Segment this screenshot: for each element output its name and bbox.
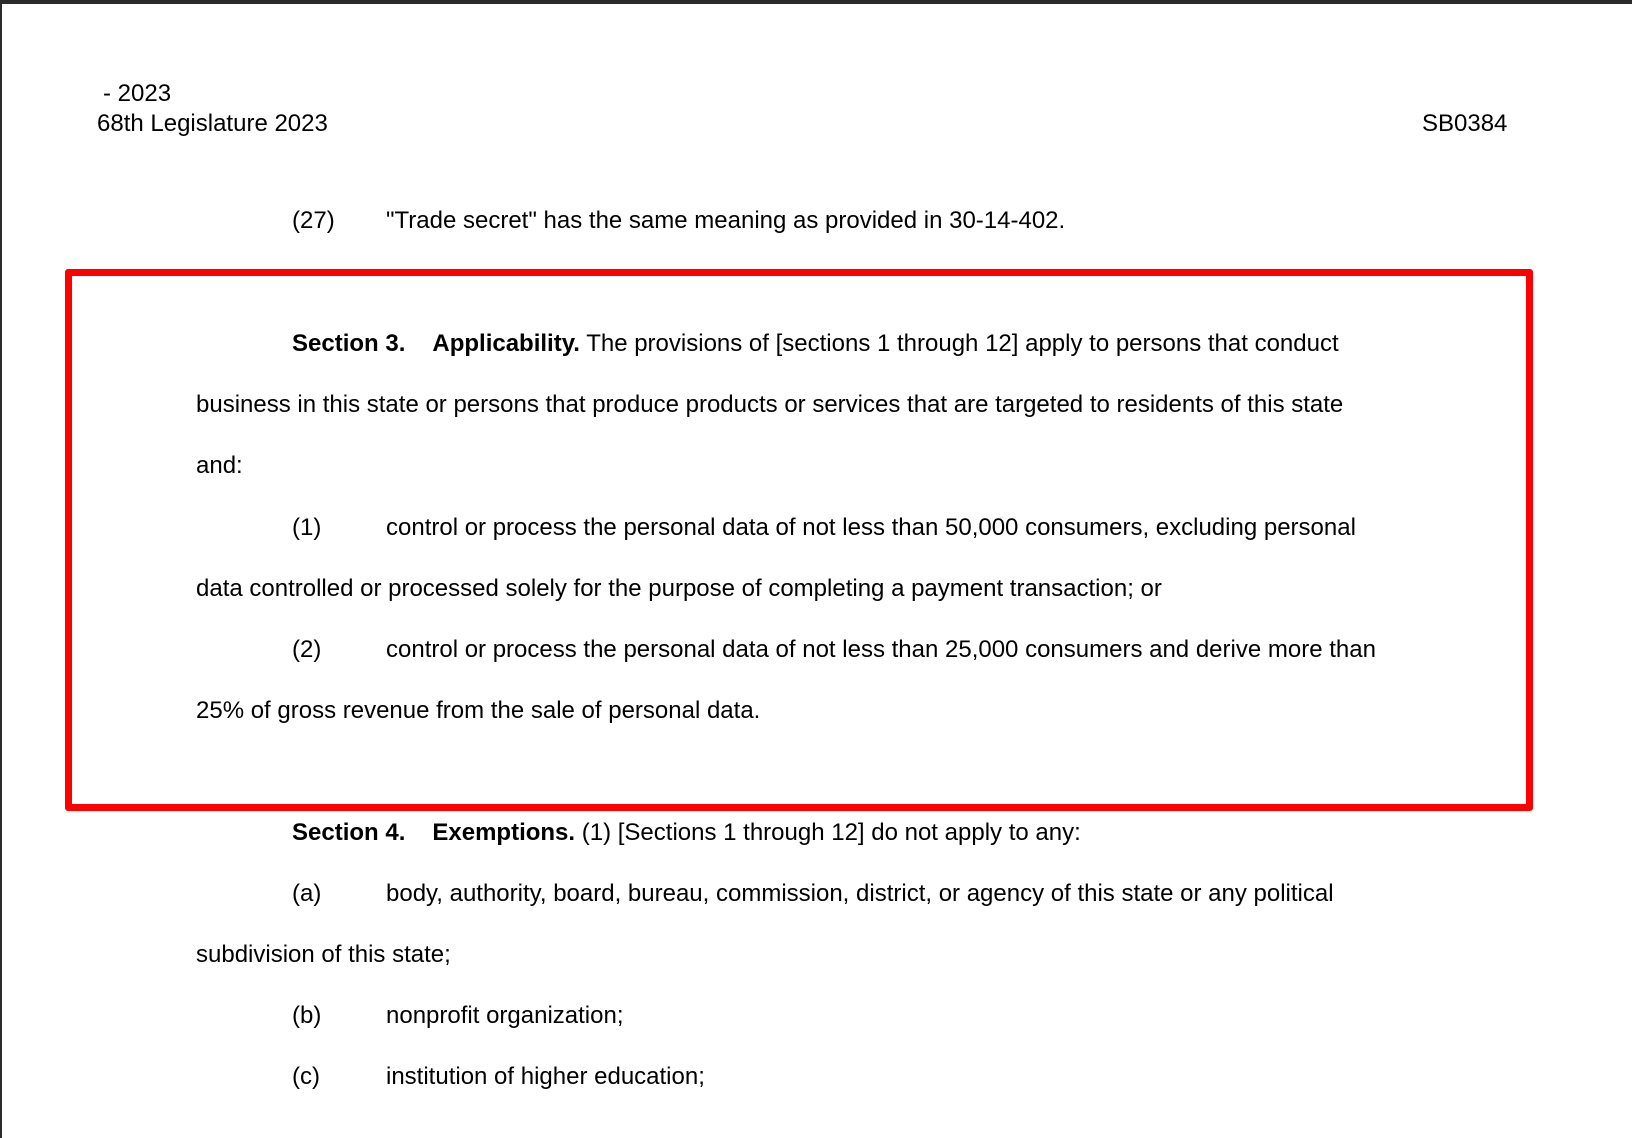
header-year-line: - 2023 (103, 80, 172, 107)
definition-number: (27) (292, 207, 335, 234)
header-legislature: 68th Legislature 2023 (97, 110, 328, 137)
section-4-item-a-line-1: body, authority, board, bureau, commission, district, or agency of this state or any political (386, 880, 1334, 907)
section-3-item-2-line-1: control or process the personal data of not less than 25,000 consumers and derive more than (386, 636, 1376, 663)
section-4-title: Exemptions. (432, 819, 576, 846)
section-3-intro-line-3: and: (196, 452, 243, 479)
section-4-label: Section 4. (292, 819, 406, 846)
section-3-label: Section 3. (292, 330, 406, 357)
section-3-item-1-number: (1) (292, 514, 322, 541)
section-3-item-2-number: (2) (292, 636, 322, 663)
section-3-item-2-line-2: 25% of gross revenue from the sale of personal data. (196, 697, 761, 724)
definition-text: "Trade secret" has the same meaning as provided in 30-14-402. (386, 207, 1066, 234)
section-4-item-a-line-2: subdivision of this state; (196, 941, 451, 968)
section-3-title: Applicability. (432, 330, 580, 357)
section-4-item-b-number: (b) (292, 1002, 322, 1029)
section-3-item-1-line-1: control or process the personal data of not less than 50,000 consumers, excluding personal (386, 514, 1356, 541)
document-page (2, 4, 1632, 1138)
section-3-intro-line-2: business in this state or persons that produce products or services that are targeted to residents of this state (196, 391, 1344, 418)
section-3-intro-line-1: The provisions of [sections 1 through 12] apply to persons that conduct (586, 330, 1339, 357)
section-4-item-c-text: institution of higher education; (386, 1063, 705, 1090)
section-4-item-a-number: (a) (292, 880, 322, 907)
section-4-item-b-text: nonprofit organization; (386, 1002, 624, 1029)
section-4-intro: (1) [Sections 1 through 12] do not apply to any: (581, 819, 1081, 846)
section-4-item-c-number: (c) (292, 1063, 320, 1090)
section-3-item-1-line-2: data controlled or processed solely for the purpose of completing a payment transaction; or (196, 575, 1162, 602)
section-3-heading-line (292, 330, 1339, 358)
section-4-heading-line (292, 819, 1081, 847)
header-bill-number: SB0384 (1422, 110, 1508, 137)
